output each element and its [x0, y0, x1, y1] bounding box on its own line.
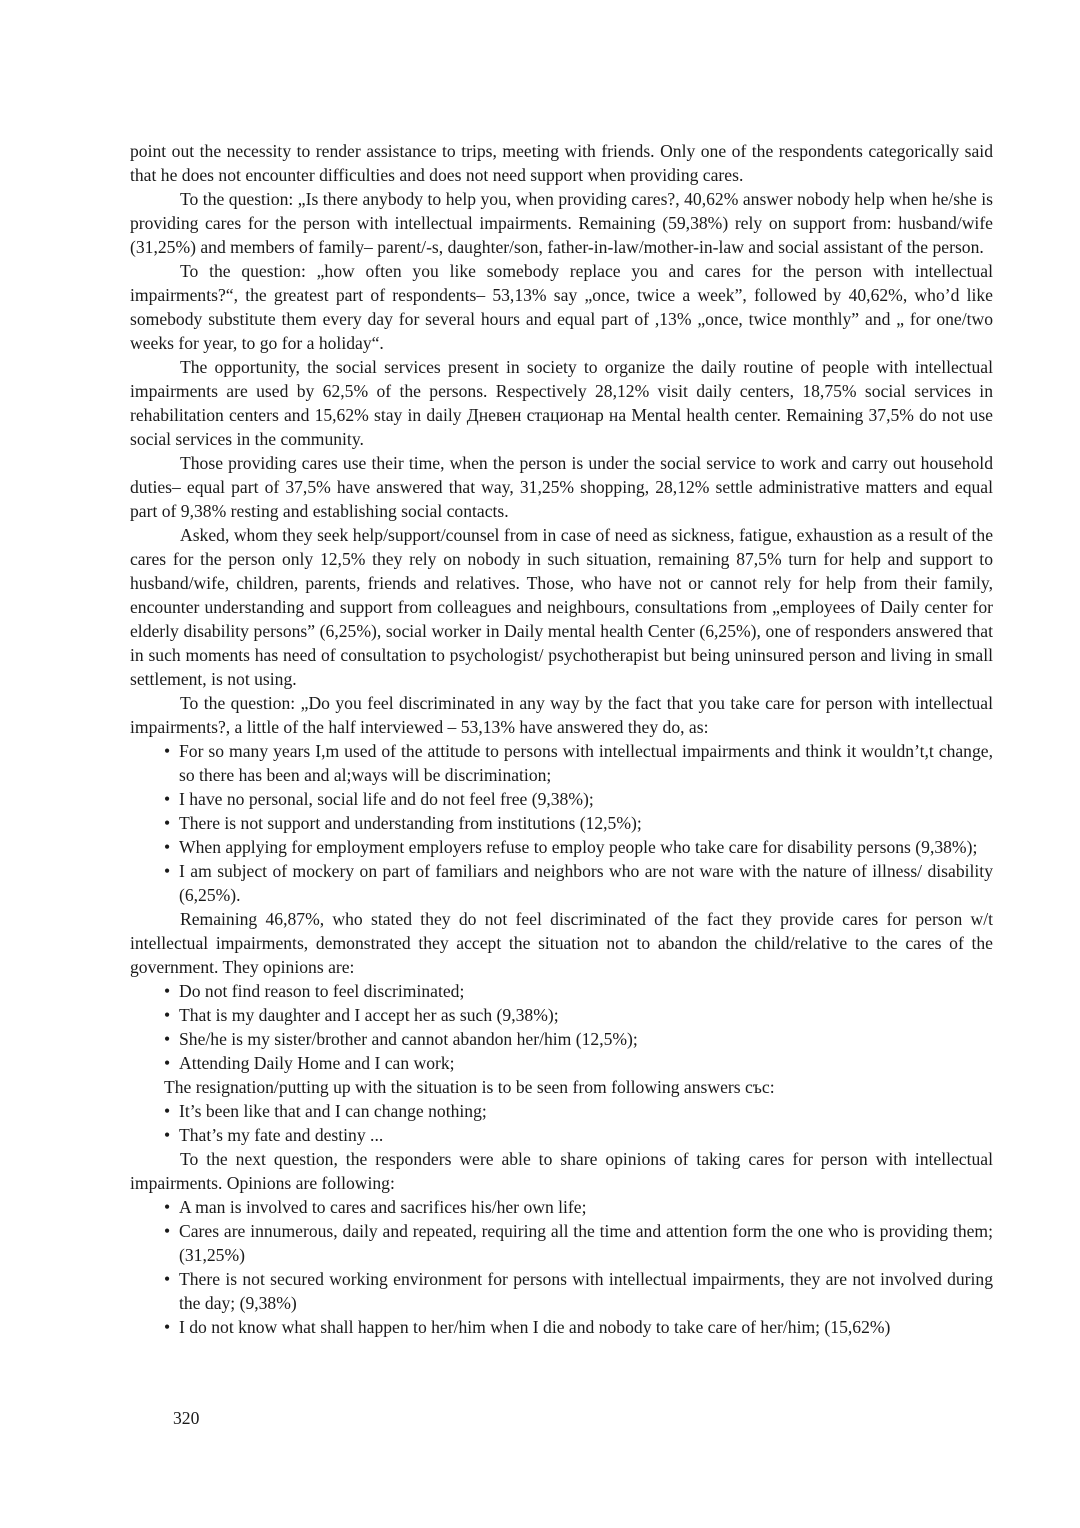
bullet-icon: • — [164, 1053, 171, 1073]
bullet-icon: • — [164, 1197, 171, 1217]
bullet-icon: • — [164, 1221, 171, 1241]
list-item: • I do not know what shall happen to her/him when I die and nobody to take care of her/him; (15,62%) — [164, 1317, 891, 1337]
list-item: • That’s my fate and destiny ... — [164, 1125, 384, 1145]
list-discrimination-reasons — [130, 739, 993, 907]
list-item: • Do not find reason to feel discriminated; — [164, 981, 465, 1001]
bullet-icon: • — [164, 813, 171, 833]
paragraph-replace-question: To the question: „how often you like somebody replace you and cares for the person with intellectual impairments?“, the greatest part of respondents– 53,13% say „once, twice a week”, followed by 40,62%, who’d like somebody substitute them every day for several hours and equal part of ,13% „once, twice monthly” and „ for one/two weeks for year, to go for a holiday“. — [130, 261, 993, 353]
bullet-icon: • — [164, 789, 171, 809]
bullet-icon: • — [164, 1317, 171, 1337]
paragraph-discrimination-question: To the question: „Do you feel discriminated in any way by the fact that you take care for person with intellectual impairments?, a little of the half interviewed – 53,13% have answered they do, as: — [130, 693, 993, 737]
bullet-icon: • — [164, 1101, 171, 1121]
bullet-icon: • — [164, 837, 171, 857]
page-number: 320 — [173, 1408, 200, 1428]
bullet-icon: • — [164, 861, 171, 881]
list-caregiving-opinions — [130, 1195, 993, 1339]
bullet-icon: • — [164, 1029, 171, 1049]
paragraph-help-question: To the question: „Is there anybody to help you, when providing cares?, 40,62% answer nobody help when he/she is providing cares for the person with intellectual impairments. Remaining (59,38%) rely on support from: husband/wife (31,25%) and members of family– parent/-s, daughter/son, father-in-law/mother-in-law and social assistant of the person. — [130, 189, 993, 257]
paragraph-not-discriminated: Remaining 46,87%, who stated they do not feel discriminated of the fact they provide cares for person w/t intellectual impairments, demonstrated they accept the situation not to abandon the child/relative to the cares of the government. They opinions are: — [130, 909, 993, 977]
list-item: • That is my daughter and I accept her as such (9,38%); — [164, 1005, 559, 1025]
list-item: • When applying for employment employers refuse to employ people who take care for disability persons (9,38%); — [164, 837, 978, 857]
page-body — [130, 139, 993, 1339]
list-item: • I am subject of mockery on part of familiars and neighbors who are not ware with the nature of illness/ disability (6,25%). — [164, 861, 993, 905]
paragraph-resignation: The resignation/putting up with the situation is to be seen from following answers със: — [164, 1077, 775, 1097]
bullet-icon: • — [164, 1269, 171, 1289]
list-item: • Cares are innumerous, daily and repeated, requiring all the time and attention form the one who is providing them; (31,25%) — [164, 1221, 993, 1265]
list-acceptance-opinions — [130, 979, 993, 1075]
list-item: • It’s been like that and I can change nothing; — [164, 1101, 487, 1121]
list-item: • For so many years I,m used of the attitude to persons with intellectual impairments and think it wouldn’t,t change, so there has been and al;ways will be discrimination; — [164, 741, 993, 785]
paragraph-continuation: point out the necessity to render assistance to trips, meeting with friends. Only one of the respondents categorically said that he does not encounter difficulties and does not need support when providing cares. — [130, 141, 993, 185]
list-resignation-answers — [130, 1099, 993, 1147]
list-item: • I have no personal, social life and do not feel free (9,38%); — [164, 789, 594, 809]
bullet-icon: • — [164, 1125, 171, 1145]
list-item: • Attending Daily Home and I can work; — [164, 1053, 455, 1073]
list-item: • A man is involved to cares and sacrifices his/her own life; — [164, 1197, 587, 1217]
bullet-icon: • — [164, 741, 171, 761]
bullet-icon: • — [164, 1005, 171, 1025]
paragraph-social-services: The opportunity, the social services present in society to organize the daily routine of people with intellectual impairments are used by 62,5% of the persons. Respectively 28,12% visit daily centers, 18,75% social services in rehabilitation centers and 15,62% stay in daily Дневен стационар на Mental health center. Remaining 37,5% do not use social services in the community. — [130, 357, 993, 449]
list-item: • There is not support and understanding from institutions (12,5%); — [164, 813, 642, 833]
bullet-icon: • — [164, 981, 171, 1001]
paragraph-support-seeking: Asked, whom they seek help/support/counsel from in case of need as sickness, fatigue, exhaustion as a result of the cares for the person only 12,5% they rely on nobody in such situation, remaining 87,5% turn for help and support to husband/wife, children, parents, friends and relatives. Those, who have not or cannot rely for help from their family, encounter understanding and support from colleagues and neighbours, consultations from „employees of Daily center for elderly disability persons” (6,25%), social worker in Daily mental health Center (6,25%), one of responders answered that in such moments has need of consultation to psychologist/ psychotherapist but being uninsured person and living in small settlement, is not using. — [130, 525, 993, 689]
paragraph-opinions-question: To the next question, the responders were able to share opinions of taking cares for person with intellectual impairments. Opinions are following: — [130, 1149, 993, 1193]
list-item: • She/he is my sister/brother and cannot abandon her/him (12,5%); — [164, 1029, 638, 1049]
paragraph-time-use: Those providing cares use their time, when the person is under the social service to work and carry out household duties– equal part of 37,5% have answered that way, 31,25% shopping, 28,12% settle administrative matters and equal part of 9,38% resting and establishing social contacts. — [130, 453, 993, 521]
list-item: • There is not secured working environment for persons with intellectual impairments, they are not involved during the day; (9,38%) — [164, 1269, 993, 1313]
